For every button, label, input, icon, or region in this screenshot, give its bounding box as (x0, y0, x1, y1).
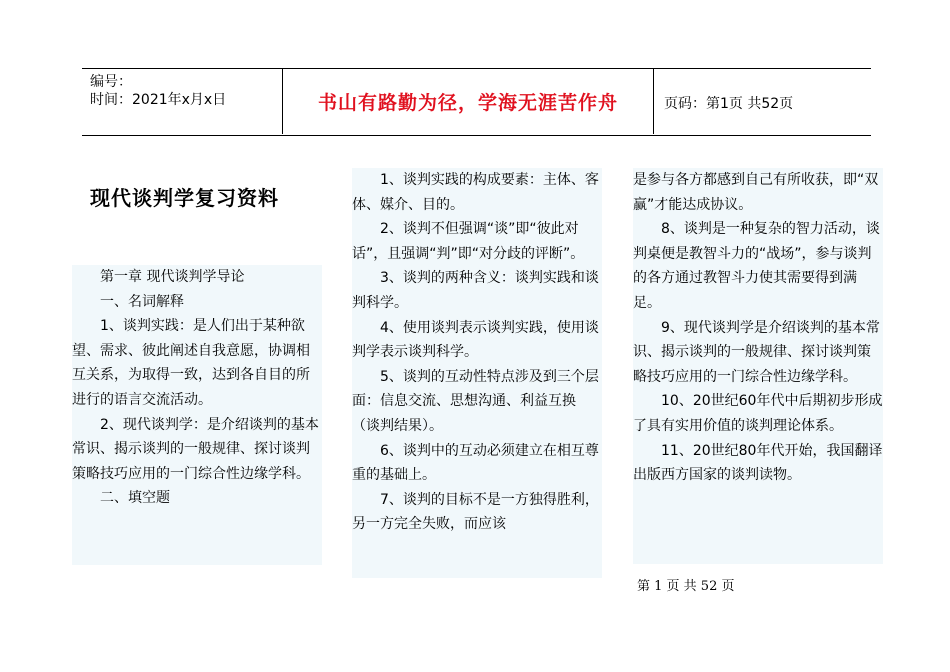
paragraph: 9、现代谈判学是介绍谈判的基本常识、揭示谈判的一般规律、探讨谈判策略技巧应用的一门综合性边缘学科。 (633, 319, 880, 385)
paragraph: 5、谈判的互动性特点涉及到三个层面：信息交流、思想沟通、利益互换（谈判结果）。 (352, 368, 599, 434)
paragraph: 1、谈判实践：是人们出于某种欲望、需求、彼此阐述自我意愿，协调相互关系，为取得一致，达到各自目的所进行的语言交流活动。 (72, 318, 310, 408)
paragraph: 3、谈判的两种含义：谈判实践和谈判科学。 (352, 270, 599, 311)
header-page-info: 页码：第1页 共52页 (664, 96, 794, 112)
text-column-1 (72, 265, 322, 565)
paragraph: 11、20世纪80年代开始，我国翻译出版西方国家的谈判读物。 (633, 442, 883, 484)
paragraph: 二、填空题 (100, 490, 170, 507)
paragraph-continuation: 是参与各方都感到自己有所收获，即“双赢”才能达成协议。 (633, 172, 879, 213)
number-label: 编号： (90, 74, 132, 90)
paragraph: 1、谈判实践的构成要素：主体、客体、媒介、目的。 (352, 172, 599, 213)
paragraph: 2、谈判不但强调“谈”即“彼此对话”，且强调“判”即“对分歧的评断”。 (352, 221, 585, 262)
paragraph: 4、使用谈判表示谈判实践，使用谈判学表示谈判科学。 (352, 319, 599, 361)
text-column-3 (633, 168, 883, 564)
document-title: 现代谈判学复习资料 (90, 186, 279, 210)
motto-cell (282, 68, 654, 134)
page-header (82, 68, 871, 136)
time-line: 时间：2021年x月x日 (90, 92, 227, 108)
paragraph: 10、20世纪60年代中后期初步形成了具有实用价值的谈判理论体系。 (633, 393, 883, 434)
paragraph: 7、谈判的目标不是一方独得胜利，另一方完全失败，而应该 (352, 491, 599, 533)
footer-page-number: 第 1 页 共 52 页 (637, 579, 735, 594)
motto-text: 书山有路勤为径，学海无涯苦作舟 (317, 91, 618, 114)
paragraph: 一、名词解释 (100, 293, 184, 310)
paragraph: 8、谈判是一种复杂的智力活动，谈判桌便是教智斗力的“战场”，参与谈判的各方通过教智斗力使其需要得到满足。 (633, 221, 880, 311)
paragraph: 2、现代谈判学：是介绍谈判的基本常识、揭示谈判的一般规律、探讨谈判策略技巧应用的一门综合性边缘学科。 (72, 416, 319, 482)
text-column-2 (352, 168, 602, 578)
header-meta (90, 73, 280, 109)
paragraph: 6、谈判中的互动必须建立在相互尊重的基础上。 (352, 442, 599, 484)
paragraph: 第一章 现代谈判学导论 (100, 269, 245, 285)
